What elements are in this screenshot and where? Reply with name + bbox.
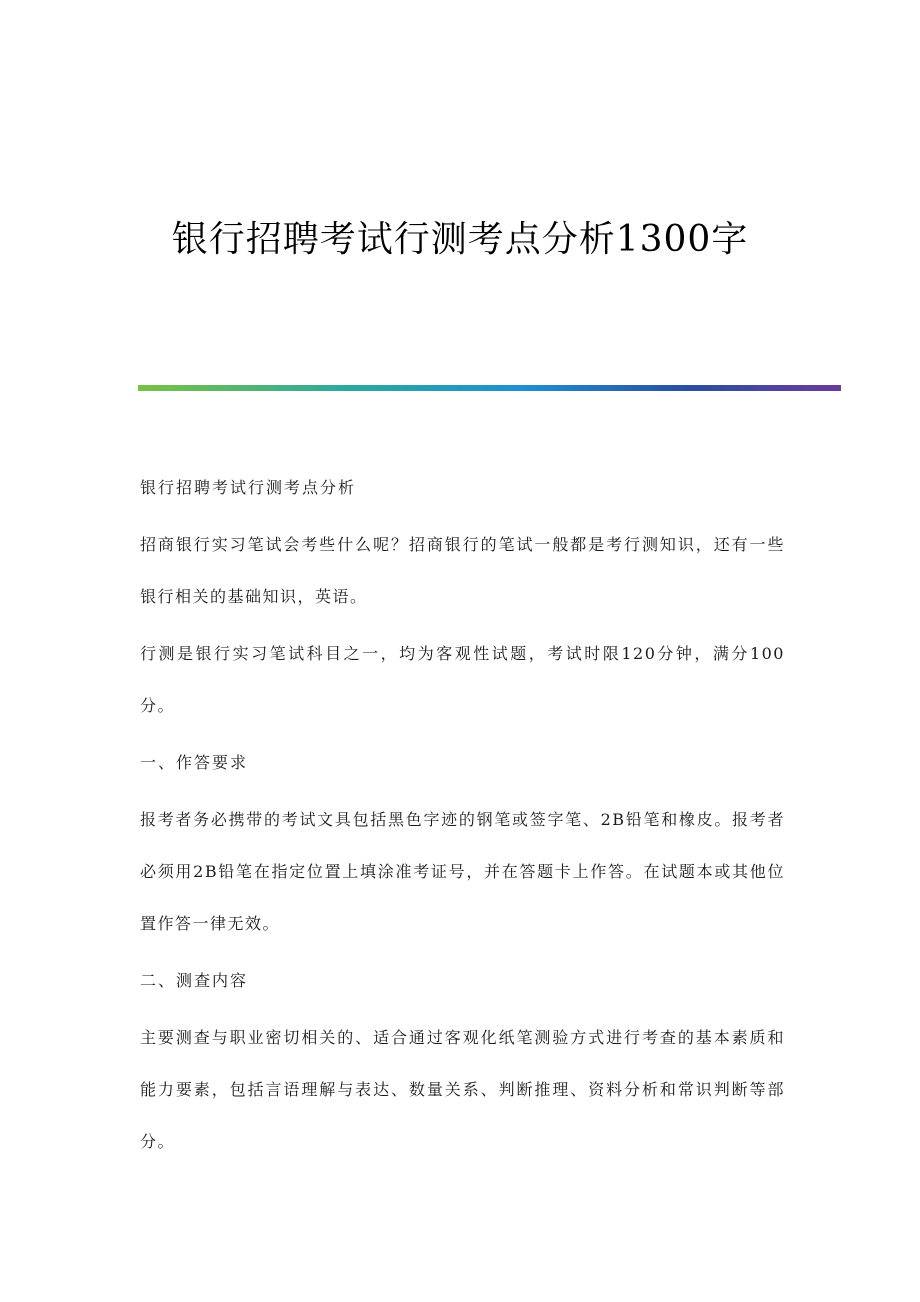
heading-test-content: 二、测查内容 bbox=[140, 971, 249, 990]
paragraph-test-content: 主要测查与职业密切相关的、适合通过客观化纸笔测验方式进行考查的基本素质和能力要素，包括言语理解与表达、数量关系、判断推理、资料分析和常识判断等部分。 bbox=[140, 1028, 785, 1151]
page-title: 银行招聘考试行测考点分析1300字 bbox=[171, 219, 749, 260]
paragraph-answer-requirements: 报考者务必携带的考试文具包括黑色字迹的钢笔或签字笔、2B铅笔和橡皮。报考者必须用2B铅笔在指定位置上填涂准考证号，并在答题卡上作答。在试题本或其他位置作答一律无效。 bbox=[140, 810, 785, 933]
heading-answer-requirements: 一、作答要求 bbox=[140, 753, 249, 772]
paragraph-intro: 招商银行实习笔试会考些什么呢？招商银行的笔试一般都是考行测知识，还有一些银行相关的基础知识，英语。 bbox=[140, 535, 785, 606]
document-body bbox=[140, 462, 785, 1168]
paragraph-exam-info: 行测是银行实习笔试科目之一，均为客观性试题，考试时限120分钟，满分100分。 bbox=[140, 644, 785, 715]
section-subtitle: 银行招聘考试行测考点分析 bbox=[140, 478, 357, 497]
gradient-divider bbox=[138, 385, 841, 391]
